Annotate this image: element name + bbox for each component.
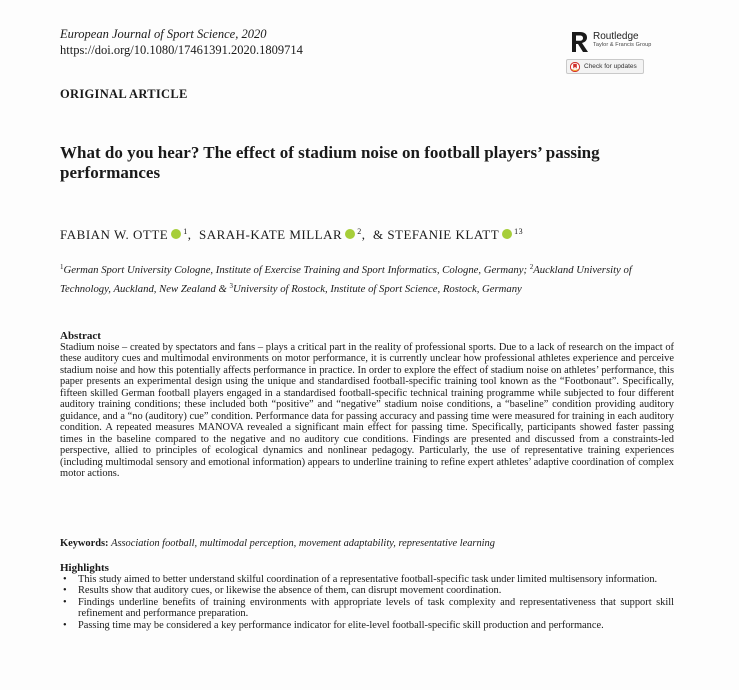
abstract-heading: Abstract: [60, 330, 101, 342]
affiliation-text: Auckland University of Technology, Auckland, New Zealand &: [60, 264, 632, 295]
highlight-item: • This study aimed to better understand skilful coordination of a representative football-specific task under limited multisensory information.: [60, 574, 674, 585]
author-separator: , &: [361, 227, 388, 242]
author-separator: ,: [187, 227, 199, 242]
author-affiliation-ref: 2: [357, 227, 362, 236]
affiliation-text: German Sport University Cologne, Institute of Exercise Training and Sport Informatics, Cologne, Germany;: [63, 264, 530, 276]
highlight-item: • Results show that auditory cues, or likewise the absence of them, can disrupt movement coordination.: [60, 585, 674, 596]
keywords: [60, 537, 495, 550]
keywords-label: Keywords:: [60, 538, 109, 549]
article-type: ORIGINAL ARTICLE: [60, 87, 188, 101]
author-name: FABIAN W. OTTE: [60, 227, 169, 242]
routledge-r-logo: [569, 31, 589, 53]
publisher-logo[interactable]: [569, 31, 651, 53]
orcid-icon[interactable]: [502, 229, 512, 239]
highlights-list: [60, 574, 674, 631]
publisher-name: Routledge: [593, 31, 639, 42]
highlights-heading: Highlights: [60, 562, 109, 574]
affiliation-text: University of Rostock, Institute of Sport Science, Rostock, Germany: [233, 283, 522, 295]
affiliation-marker: 1: [60, 263, 64, 271]
author-affiliation-ref: 1: [183, 227, 188, 236]
author-name: STEFANIE KLATT: [387, 227, 500, 242]
affiliation-marker: 3: [229, 282, 234, 290]
author-affiliation-ref: 13: [514, 227, 524, 236]
check-for-updates-button[interactable]: [566, 59, 644, 74]
abstract-text: Stadium noise – created by spectators and fans – plays a critical part in the reality of professional sports. Due to a lack of research on the impact of these auditory cues and multimodal environments on motor performance, it is currently unclear how professional athletes experience and perceive stadium noise and how this potentially affects performance in practice. In order to explore the effect of stadium noise on athletes’ performance, this paper presents an experimental design using the unique and standardised football-specific training tool known as the “Footbonaut”. Specifically, fifteen skilled German football players engaged in a standardised football-specific technical training programme while subjected to four different auditory training conditions; these included both “positive” and “negative” stadium noise conditions, a “baseline” condition providing auditory guidance, and a “no (auditory) cue” condition. Performance data for passing accuracy and passing time were measured for training in each auditory condition. A repeated measures MANOVA revealed a significant main effect for passing time. Specifically, participants showed faster passing times in the baseline compared to the negative and no auditory cue conditions. Findings are presented and discussed from a constraints-led perspective, allied to principles of ecological dynamics and nonlinear pedagogy. Particularly, the use of representative training experiences (including multimodal sensory and emotional information) appears to underline training to refine expert athletes’ adaptive coordination of complex motor actions.: [60, 342, 674, 479]
orcid-icon[interactable]: [171, 229, 181, 239]
affiliations: [60, 259, 680, 297]
author-list: [60, 227, 523, 243]
journal-name: European Journal of Sport Science, 2020: [60, 27, 267, 41]
article-title: What do you hear? The effect of stadium noise on football players’ passing performances: [60, 143, 600, 182]
highlight-item: • Passing time may be considered a key performance indicator for elite-level football-specific skill production and performance.: [60, 620, 674, 631]
doi-link[interactable]: https://doi.org/10.1080/17461391.2020.1809714: [60, 43, 303, 57]
highlight-item: • Findings underline benefits of training environments with appropriate levels of task complexity and representativeness that support skill refinement and performance preparation.: [60, 597, 674, 620]
publisher-subtitle: Taylor & Francis Group: [593, 42, 652, 48]
author-name: SARAH-KATE MILLAR: [198, 227, 343, 242]
affiliation-marker: 2: [529, 263, 534, 271]
keywords-text: Association football, multimodal perception, movement adaptability, representative learning: [111, 538, 495, 549]
crossmark-icon: [570, 62, 580, 72]
check-for-updates-label: Check for updates: [584, 63, 637, 70]
orcid-icon[interactable]: [345, 229, 355, 239]
